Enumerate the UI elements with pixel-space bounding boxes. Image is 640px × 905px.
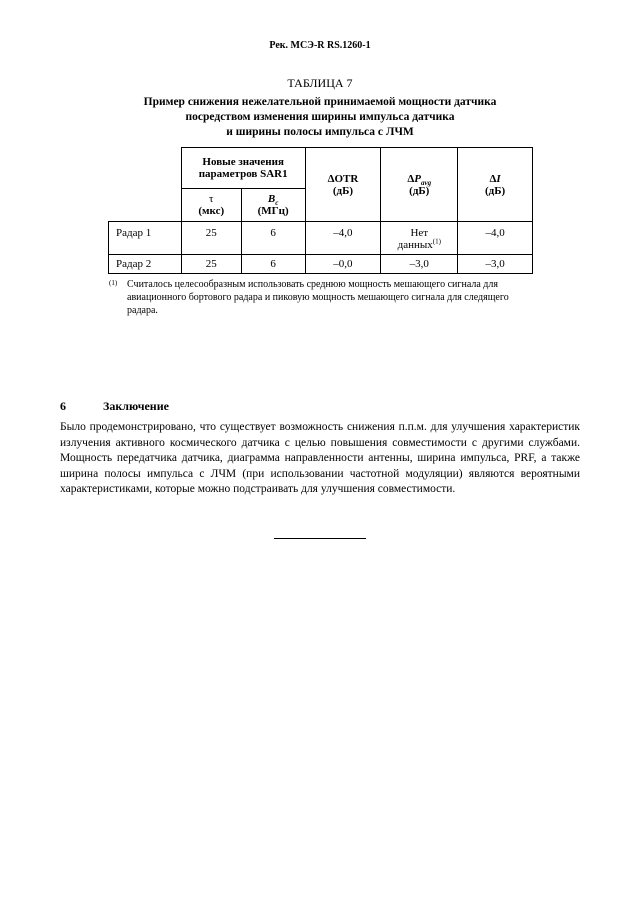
- table-title-line: посредством изменения ширины импульса датчика: [185, 111, 455, 123]
- bc-symbol: $B_c$: [267, 193, 279, 208]
- di-symbol: ΔI: [489, 172, 501, 185]
- di-unit: (дБ): [485, 184, 506, 197]
- page-header: Рек. МСЭ-R RS.1260-1: [269, 40, 371, 51]
- cell-bc: 6: [241, 255, 305, 274]
- group-header-line: параметров SAR1: [198, 168, 288, 180]
- corner-cell: [109, 148, 182, 222]
- end-rule: [274, 538, 366, 539]
- section-title: Заключение: [103, 399, 169, 413]
- table-title: [60, 95, 580, 140]
- cell-dpavg: –3,0: [381, 255, 458, 274]
- group-header: [181, 148, 305, 189]
- cell-di: –3,0: [458, 255, 533, 274]
- cell-dpavg-line: Нет: [410, 227, 429, 239]
- cell-dotr: –4,0: [305, 222, 381, 255]
- cell-di: –4,0: [458, 222, 533, 255]
- table-row: [109, 255, 533, 274]
- table-title-line: Пример снижения нежелательной принимаемой мощности датчика: [143, 96, 497, 108]
- cell-tau: 25: [181, 255, 241, 274]
- row-name: Радар 1: [109, 222, 182, 255]
- table-header-row: [109, 148, 533, 189]
- group-header-line: Новые значения: [202, 156, 284, 168]
- cell-dpavg-line: данных$^{(1)}$: [397, 237, 441, 251]
- footnote-mark: (1): [109, 279, 118, 287]
- cell-dpavg: [381, 222, 458, 255]
- dpavg-symbol: $\Delta P_{avg}$: [407, 172, 432, 187]
- tau-symbol: τ: [209, 193, 214, 205]
- table-number: ТАБЛИЦА 7: [287, 76, 353, 90]
- cell-dotr: –0,0: [305, 255, 381, 274]
- header-di: [458, 148, 533, 222]
- header-bc: [241, 189, 305, 222]
- header-dpavg: [381, 148, 458, 222]
- table-row: [109, 222, 533, 255]
- bc-unit: (МГц): [257, 205, 289, 217]
- table-title-line: и ширины полосы импульса с ЛЧМ: [226, 126, 414, 138]
- footnote-ref: (1): [432, 237, 441, 246]
- section-number: 6: [60, 399, 66, 413]
- dotr-unit: (дБ): [332, 184, 354, 197]
- footnote-text: Считалось целесообразным использовать среднюю мощность мешающего сигнала для авиационного бортового радара и пиковую мощность мешающего сигнала для следящего радара.: [127, 279, 509, 316]
- dpavg-unit: (дБ): [409, 184, 430, 197]
- section-paragraph: Было продемонстрировано, что существует возможность снижения п.п.м. для улучшения характеристик излучения активного космического датчика с целью повышения совместимости с другими службами. Мощность передатчика датчика, диаграмма направленности антенны, ширина импульса, PRF, а также ширина полосы импульса с ЛЧМ (при использовании частотной модуляции) являются вероятными характеристиками, которые можно подстраивать для улучшения совместимости.: [60, 421, 580, 495]
- dotr-symbol: ΔOTR: [327, 172, 359, 185]
- data-table: [108, 147, 533, 274]
- cell-tau: 25: [181, 222, 241, 255]
- row-name: Радар 2: [109, 255, 182, 274]
- tau-unit: (мкс): [198, 205, 225, 217]
- cell-bc: 6: [241, 222, 305, 255]
- header-tau: [181, 189, 241, 222]
- header-dotr: [305, 148, 381, 222]
